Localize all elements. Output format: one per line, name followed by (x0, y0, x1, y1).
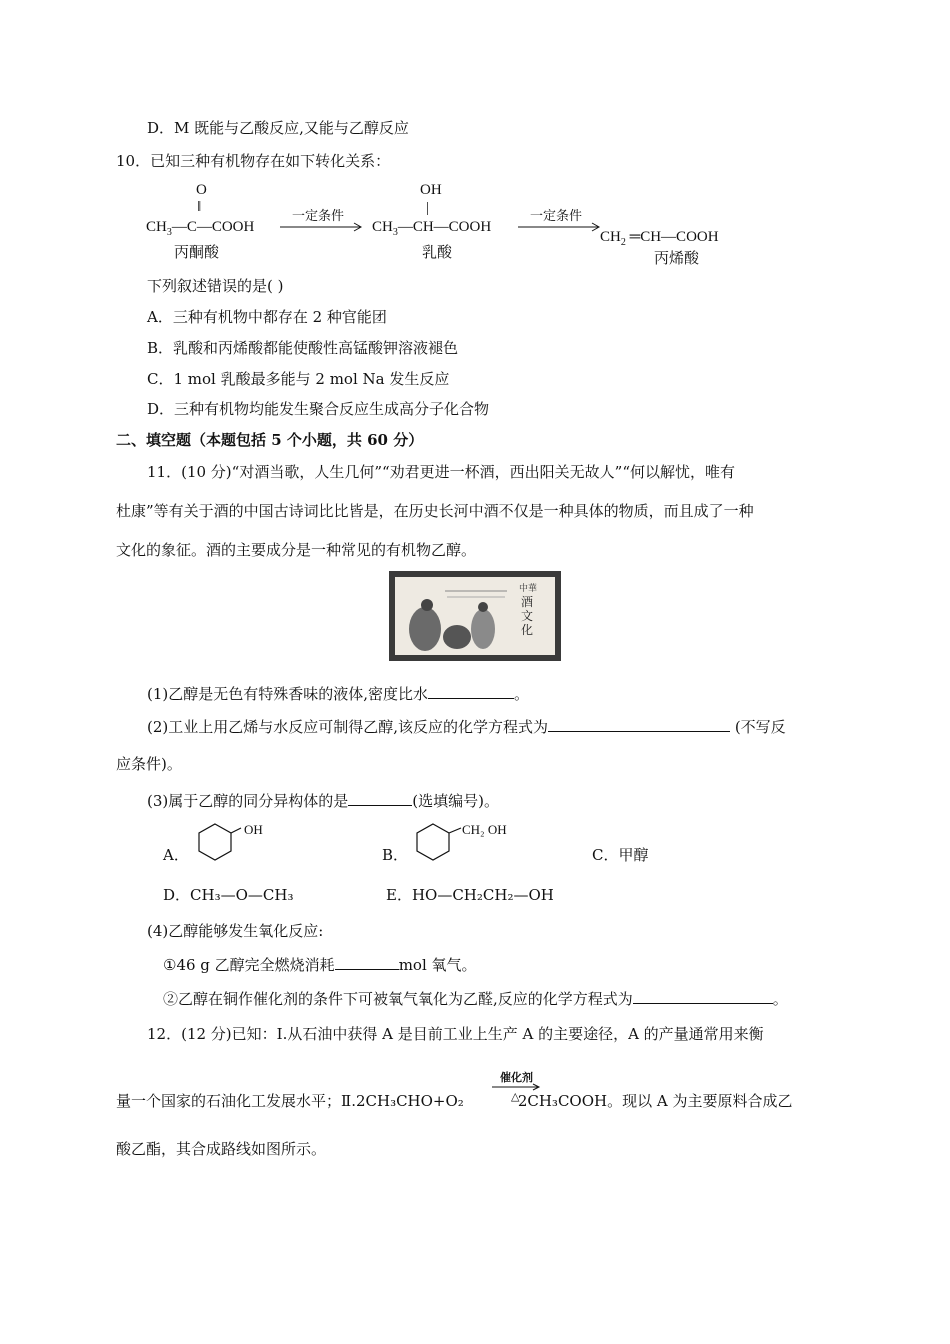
q11-p3-end: (选填编号)。 (412, 792, 499, 810)
arrow1-icon (280, 222, 364, 232)
q11-p41-end: mol 氧气。 (398, 956, 477, 974)
arrow2-label: 一定条件 (530, 209, 583, 224)
q10-option-d: D．三种有机物均能发生聚合反应生成高分子化合物 (147, 400, 490, 418)
q11-opt-e: E．HO—CH₂CH₂—OH (386, 886, 554, 904)
q12-line2-b: 2CH₃COOH。现以 A 为主要原料合成乙 (517, 1092, 793, 1110)
q11-p1-blank[interactable] (428, 684, 514, 699)
q11-p42-end: 。 (772, 990, 788, 1008)
q11-p41-text: ①46 g 乙醇完全燃烧消耗 (163, 956, 335, 974)
q11-part3 (147, 791, 499, 811)
image-banner-text: 中華 (519, 584, 538, 594)
q11-p2-text-b: (不写反 (734, 718, 786, 736)
section2-title: 二、填空题（本题包括 5 个小题，共 60 分） (116, 431, 424, 449)
c1-name: 丙酮酸 (174, 243, 220, 261)
q11-opt-a-label: A． (163, 846, 189, 864)
q11-p42-text: ②乙醇在铜作催化剂的条件下可被氧气氧化为乙醛,反应的化学方程式为 (163, 990, 633, 1008)
q11-p42-blank[interactable] (633, 989, 773, 1004)
q11-part4: (4)乙醇能够发生氧化反应: (147, 922, 324, 940)
c1-ch: CH (146, 219, 167, 235)
image-main-text: 酒文化 (521, 595, 534, 637)
c2-formula (372, 219, 491, 238)
q9-option-d: D．M 既能与乙酸反应,又能与乙醇反应 (147, 119, 409, 137)
benzyl-alcohol-structure-icon (413, 820, 465, 864)
q11-intro-3: 文化的象征。酒的主要成分是一种常见的有机物乙醇。 (116, 541, 477, 559)
arrow1-label: 一定条件 (292, 209, 345, 224)
c2-ch: CH (372, 219, 393, 235)
c1-sub: 3 (166, 227, 172, 238)
q10-question: 下列叙述错误的是( ) (147, 277, 284, 295)
q12-line1: 12．(12 分)已知：Ⅰ.从石油中获得 A 是目前工业上生产 A 的主要途径，A 的产量通常用来衡 (147, 1025, 764, 1043)
q11-part1 (147, 684, 529, 704)
c2-sub: 3 (392, 227, 398, 238)
q11-opt-b-label: B． (382, 846, 409, 864)
q11-p41-blank[interactable] (335, 955, 399, 970)
arrow2-icon (518, 222, 602, 232)
q11-part2 (147, 717, 786, 737)
c2-rest: —CH—COOH (397, 219, 492, 235)
q12-arrow-top: 催化剂 (500, 1071, 533, 1084)
q10-option-b: B．乳酸和丙烯酸都能使酸性高锰酸钾溶液褪色 (147, 339, 459, 357)
phenol-structure-icon (195, 820, 243, 864)
q11-opt-d: D．CH₃—O—CH₃ (163, 886, 294, 904)
c2-hydroxyl: OH (420, 182, 442, 198)
q11-p3-blank[interactable] (348, 791, 412, 806)
q11-p2-text: (2)工业上用乙烯与水反应可制得乙醇,该反应的化学方程式为 (147, 718, 549, 736)
q11-part4-2 (163, 989, 788, 1009)
c1-formula (146, 219, 254, 238)
q11-opt-c: C．甲醇 (592, 846, 649, 864)
q11-p1-end: 。 (514, 685, 530, 703)
q11-p1-text: (1)乙醇是无色有特殊香味的液体,密度比水 (147, 685, 429, 703)
q12-arrow-bottom: △ (511, 1090, 520, 1103)
q11-intro-2: 杜康”等有关于酒的中国古诗词比比皆是，在历史长河中酒不仅是一种具体的物质，而且成了一种 (116, 502, 754, 520)
q12-line2 (116, 1091, 792, 1111)
c1-double-bond: ‖ (197, 199, 202, 215)
c3-formula (600, 229, 719, 248)
c1-rest: —C—COOH (171, 219, 255, 235)
c3-name: 丙烯酸 (654, 249, 700, 267)
c1-oxygen: O (196, 182, 207, 198)
q10-stem: 10．已知三种有机物存在如下转化关系： (116, 152, 391, 170)
q11-part4-1 (163, 955, 477, 975)
c2-name: 乳酸 (422, 243, 453, 261)
q10-option-a: A．三种有机物中都存在 2 种官能团 (147, 308, 387, 326)
q12-line2-a: 量一个国家的石油化工发展水平；Ⅱ.2CH₃CHO+O₂ (116, 1092, 464, 1110)
c2-single-bond: | (426, 200, 430, 216)
c3-sub: 2 (620, 237, 626, 248)
q11-intro-1: 11．(10 分)“对酒当歌，人生几何”“劝君更进一杯酒，西出阳关无故人”“何以解忧，唯有 (147, 463, 735, 481)
q11-p2-blank[interactable] (548, 717, 730, 732)
q11-part2-cont: 应条件)。 (116, 755, 182, 773)
q11-opt-b-group: CH₂ OH (462, 822, 507, 837)
q11-opt-a-group: OH (244, 822, 263, 837)
q10-option-c: C．1 mol 乳酸最多能与 2 mol Na 发生反应 (147, 370, 450, 388)
q11-p3-text: (3)属于乙醇的同分异构体的是 (147, 792, 349, 810)
wine-culture-image (389, 571, 561, 661)
c3-rest: ═CH—COOH (625, 229, 719, 245)
c3-ch: CH (600, 229, 621, 245)
q12-line3: 酸乙酯，其合成路线如图所示。 (116, 1140, 327, 1158)
